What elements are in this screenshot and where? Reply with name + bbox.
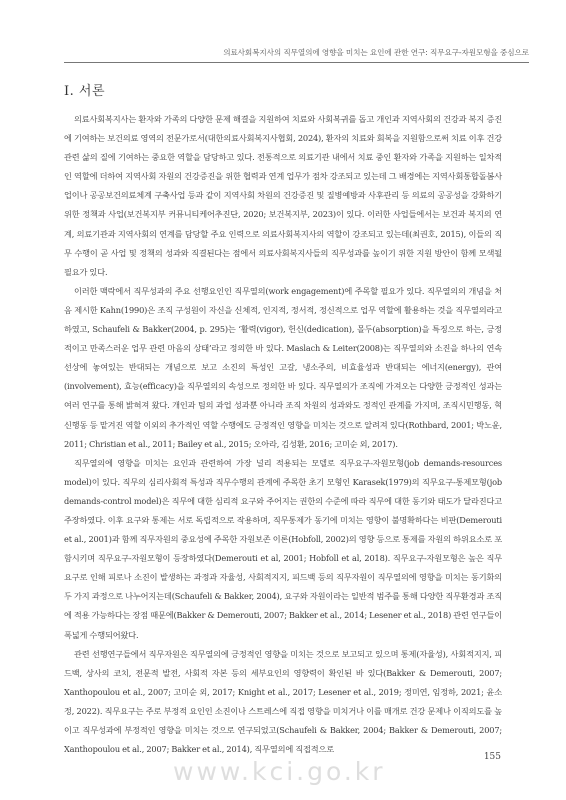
paragraph-1: 의료사회복지사는 환자와 가족의 다양한 문제 해결을 지원하여 치료와 사회복귀를 돕고 개인과 지역사회의 건강과 복지 증진에 기여하는 보건의료 영역의 전문가로서(대한의료사회복지사협회, 2024), 환자의 치료와 회복을 지원함으로써 치료 이후 건강 관련 삶의 질에 기여하는 중요한 역할을 담당하고 있다. 전통적으로 의료기관 내에서 치료 중인 환자와 가족을 지원하는 일차적인 역할에 더하여 지역사회 자원의 건강증진을 위한 협력과 연계 업무가 점차 강조되고 있는데 그 배경에는 지역사회통합돌봄사업이나 공공보건의료체계 구축사업 등과 같이 지역사회 차원의 건강증진 및 질병예방과 사후관리 등 의료의 공공성을 강화하기 위한 정책과 사업(보건복지부 커뮤니티케어추진단, 2020; 보건복지부, 2023)이 있다. 이러한 사업들에서는 보건과 복지의 연계, 의료기관과 지역사회의 연계를 담당할 주요 인력으로 의료사회복지사의 역할이 강조되고 있는데(최권호, 2015), 이들의 직무 수행이 곧 사업 및 정책의 성과와 직결된다는 점에서 의료사회복지사들의 직무성과를 높이기 위한 지원 방안이 함께 모색될 필요가 있다.: [64, 114, 502, 277]
section-title: Ⅰ. 서론: [64, 84, 106, 99]
header-rule: [64, 62, 529, 63]
paragraph-2: 이러한 맥락에서 직무성과의 주요 선행요인인 직무열의(work engagement)에 주목할 필요가 있다. 직무열의의 개념을 처음 제시한 Kahn(1990)은 조직 구성원이 자신을 신체적, 인지적, 정서적, 정신적으로 업무 역할에 활용하는 것을 직무열의라고 하였고, Schaufeli & Bakker(2004, p. 295)는 ‘활력(vigor), 헌신(dedication), 몰두(absorption)을 특징으로 하는, 긍정적이고 만족스러운 업무 관련 마음의 상태’라고 정의한 바 있다. Maslach & Leiter(2008)는 직무열의와 소진을 하나의 연속선상에 놓여있는 반대되는 개념으로 보고 소진의 특성인 고갈, 냉소주의, 비효율성과 반대되는 에너지(energy), 관여(involvement), 효능(efficacy)을 직무열의의 속성으로 정의한 바 있다. 직무열의가 조직에 가져오는 다양한 긍정적인 성과는 여러 연구를 통해 밝혀져 왔다. 개인과 팀의 과업 성과뿐 아니라 조직 차원의 성과와도 정적인 관계를 가지며, 조직시민행동, 혁신행동 등 맡겨진 역할 이외의 추가적인 역할 수행에도 긍정적인 영향을 미치는 것으로 알려져 있다(Rothbard, 2001; 박노윤, 2011; Christian et al., 2011; Bailey et al., 2015; 오아라, 김성환, 2016; 고미순 외, 2017).: [64, 285, 502, 449]
page-number: 155: [483, 752, 501, 762]
watermark: www.kci.go.kr: [173, 757, 386, 786]
body-text: [64, 110, 502, 759]
running-header: 의료사회복지사의 직무열의에 영향을 미치는 요인에 관한 연구: 직무요구-자원모형을 중심으로: [223, 48, 529, 57]
paragraph-4: 관련 선행연구들에서 직무자원은 직무열의에 긍정적인 영향을 미치는 것으로 보고되고 있으며 통제(자율성), 사회적지지, 피드백, 상사의 코치, 전문적 발전, 사회적 자본 등의 세부요인의 영향력이 확인된 바 있다(Bakker & Demerouti, 2007; Xanthopoulou et al., 2007; 고미순 외, 2017; Knight et al., 2017; Lesener et al., 2019; 정미연, 임정하, 2021; 윤소정, 2022). 직무요구는 주로 부정적 요인인 소진이나 스트레스에 직접 영향을 미치거나 이를 매개로 건강 문제나 이직의도를 높이고 직무성과에 부정적인 영향을 미치는 것으로 연구되었고(Schaufeli & Bakker, 2004; Bakker & Demerouti, 2007; Xanthopoulou et al., 2007; Bakker et al., 2014), 직무열의에 직접적으로: [64, 648, 502, 755]
paragraph-3: 직무열의에 영향을 미치는 요인과 관련하여 가장 널리 적용되는 모델로 직무요구-자원모형(job demands-resources model)이 있다. 직무의 심리사회적 특성과 직무수행의 관계에 주목한 초기 모형인 Karasek(1979)의 직무요구-통제모형(job demands-control model)은 직무에 대한 심리적 요구와 주어지는 권한의 수준에 따라 직무에 대한 동기와 태도가 달라진다고 주장하였다. 이후 요구와 통제는 서로 독립적으로 작용하며, 직무통제가 동기에 미치는 영향이 불명확하다는 비판(Demerouti et al., 2001)과 함께 직무자원의 중요성에 주목한 자원보존 이론(Hobfoll, 2002)의 영향 등으로 통제를 자원의 하위요소로 포함시키며 직무요구-자원모형이 등장하였다(Demerouti et al, 2001; Hobfoll et al, 2018). 직무요구-자원모형은 높은 직무요구로 인해 피로나 소진이 발생하는 과정과 자율성, 사회적지지, 피드백 등의 직무자원이 직무열의에 영향을 미치는 동기화의 두 가지 과정으로 나누어지는데(Schaufeli & Bakker, 2004), 요구와 자원이라는 일반적 범주를 통해 다양한 직무환경과 조직에 적용 가능하다는 장점 때문에(Bakker & Demerouti, 2007; Bakker et al., 2014; Lesener et al., 2018) 관련 연구들이 폭넓게 수행되어왔다.: [64, 457, 502, 640]
